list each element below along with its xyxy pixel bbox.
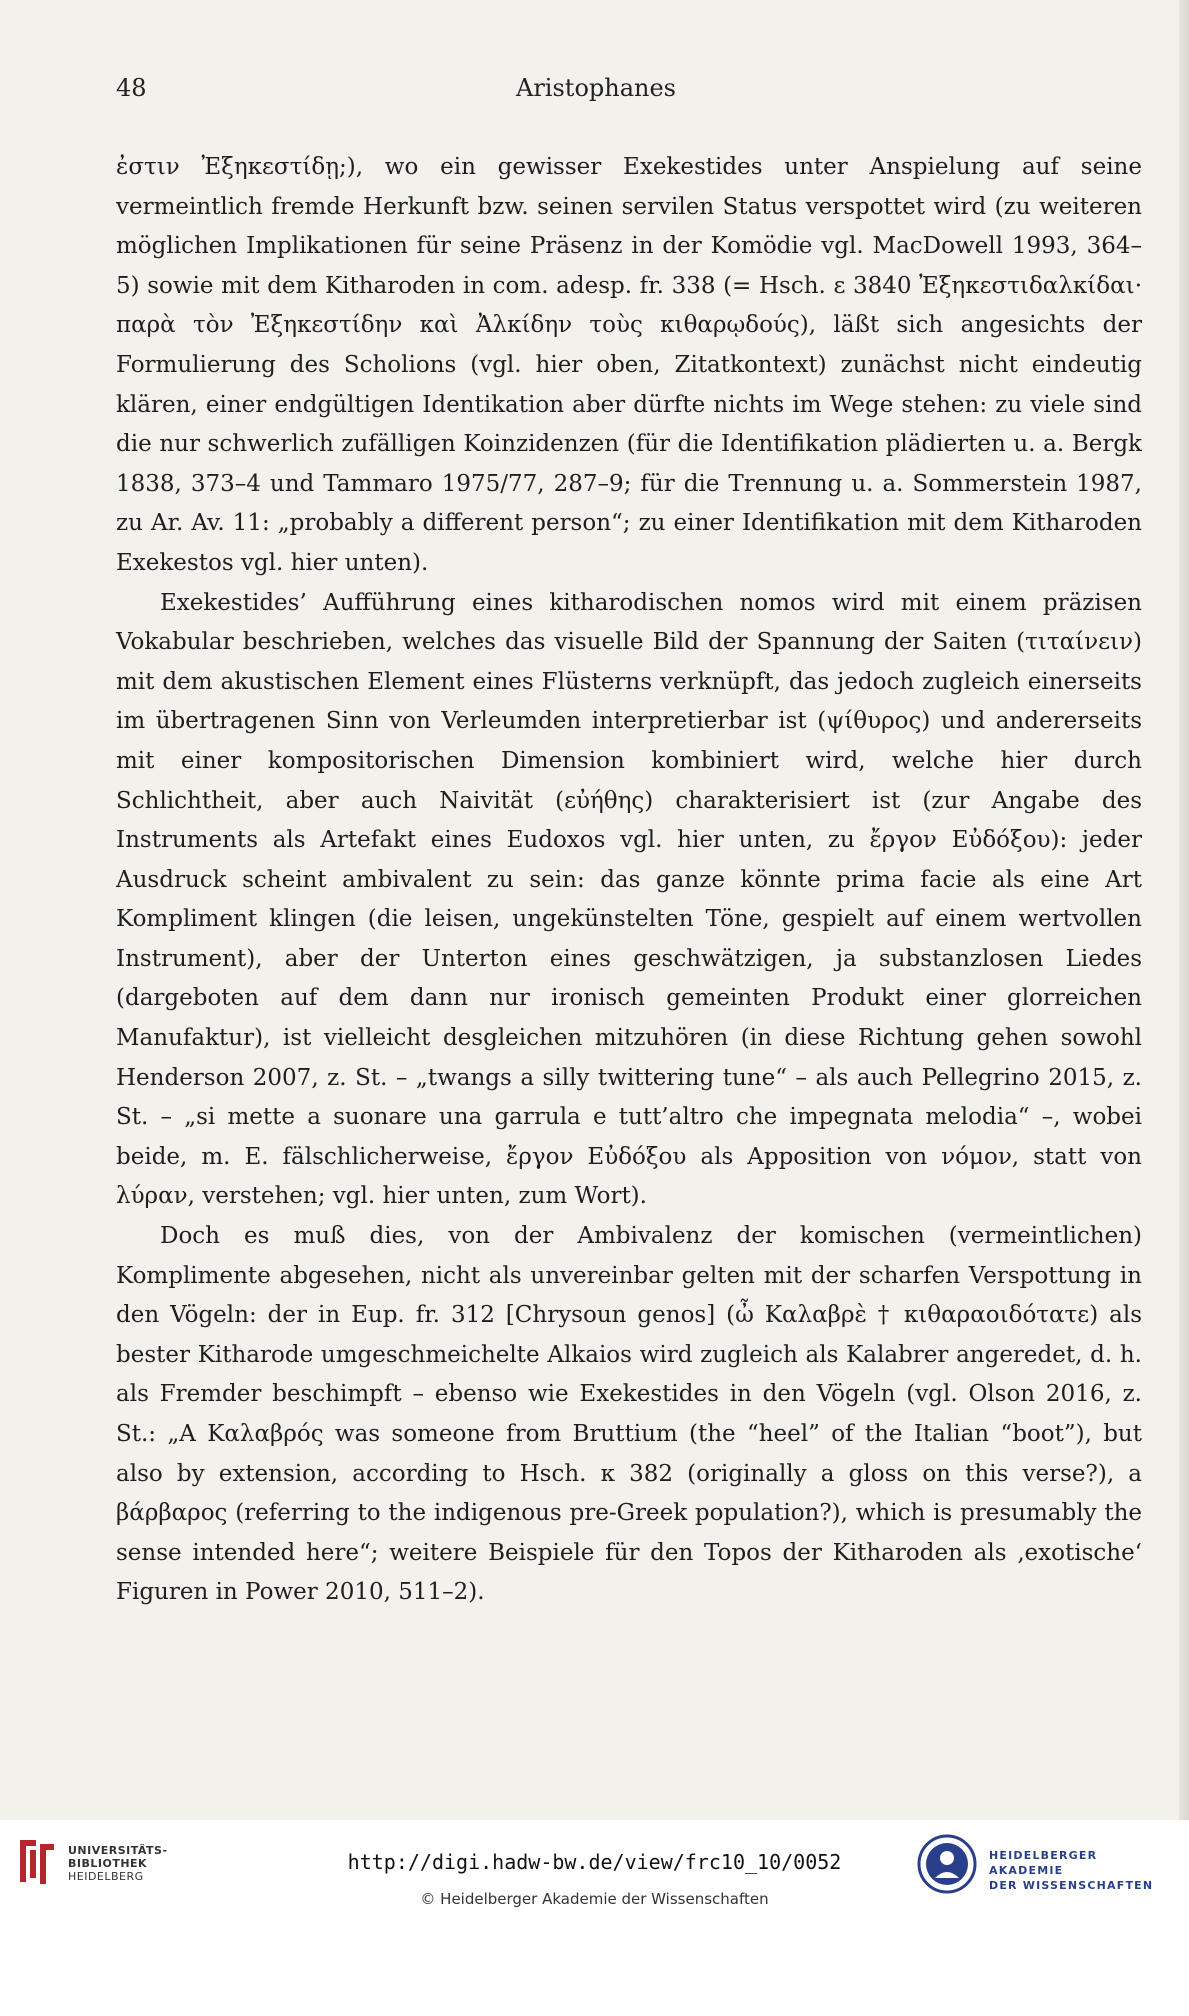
library-line-2: BIBLIOTHEK <box>68 1857 148 1870</box>
viewer-footer <box>0 1820 1189 2016</box>
page-number: 48 <box>116 74 147 102</box>
copyright-notice: © Heidelberger Akademie der Wissenschaften <box>420 1890 769 1908</box>
academy-seal-icon <box>915 1832 979 1896</box>
library-line-3: HEIDELBERG <box>68 1870 144 1883</box>
running-header <box>116 74 1076 114</box>
paragraph-1: ἐστιν Ἐξηκεστίδῃ;), wo ein gewisser Exekestides unter Anspielung auf seine vermeintlich fremde Herkunft bzw. seinen servilen Status verspottet wird (zu weiteren möglichen Implikationen für seine Präsenz in der Komödie vgl. MacDowell 1993, 364–5) sowie mit dem Kitharoden in com. adesp. fr. 338 (= Hsch. ε 3840 Ἐξηκεστιδαλκίδαι· παρὰ τὸν Ἐξηκεστίδην καὶ Ἀλκίδην τοὺς κιθαρῳδούς), läßt sich angesichts der Formulierung des Scholions (vgl. hier oben, Zitatkontext) zunächst nicht eindeutig klären, einer endgültigen Identikation aber dürfte nichts im Wege stehen: zu viele sind die nur schwerlich zufälligen Koinzidenzen (für die Identifikation plädierten u. a. Bergk 1838, 373–4 und Tammaro 1975/77, 287–9; für die Trennung u. a. Sommerstein 1987, zu Ar. Av. 11: „probably a different person“; zu einer Identifikation mit dem Kitharoden Exekestos vgl. hier unten). <box>116 154 1142 576</box>
paragraph-2: Exekestides’ Aufführung eines kitharodischen nomos wird mit einem präzisen Vokabular beschrieben, welches das visuelle Bild der Spannung der Saiten (τιταίνειν) mit dem akustischen Element eines Flüsterns verknüpft, das jedoch zugleich einerseits im übertragenen Sinn von Verleumden interpretierbar ist (ψίθυρος) und andererseits mit einer kompositorischen Dimension kombiniert wird, welche hier durch Schlichtheit, aber auch Naivität (εὐήθης) charakterisiert ist (zur Angabe des Instruments als Artefakt eines Eudoxos vgl. hier unten, zu ἔργον Εὐδόξου): jeder Ausdruck scheint ambivalent zu sein: das ganze könnte prima facie als eine Art Kompliment klingen (die leisen, ungekünstelten Töne, gespielt auf einem wertvollen Instrument), aber der Unterton eines geschwätzigen, ja substanzlosen Liedes (dargeboten auf dem dann nur ironisch gemeinten Produkt einer glorreichen Manufaktur), ist vielleicht desgleichen mitzuhören (in diese Richtung gehen sowohl Henderson 2007, z. St. – „twangs a silly twittering tune“ – als auch Pellegrino 2015, z. St. – „si mette a suonare una garrula e tutt’altro che impegnata melodia“ –, wobei beide, m. E. fälschlicherweise, ἔργον Εὐδόξου als Apposition von νόμον, statt von λύραν, verstehen; vgl. hier unten, zum Wort). <box>116 589 1142 1210</box>
running-title: Aristophanes <box>516 74 676 102</box>
page-edge <box>1179 0 1189 1820</box>
academy-line-2: DER WISSENSCHAFTEN <box>989 1879 1154 1892</box>
library-line-1: UNIVERSITÄTS- <box>68 1844 168 1857</box>
academy-name <box>989 1848 1175 1893</box>
paragraph-3: Doch es muß dies, von der Ambivalenz der komischen (vermeintlichen) Komplimente abgesehen, nicht als unvereinbar gelten mit der scharfen Verspottung in den Vögeln: der in Eup. fr. 312 [Chrysoun genos] (ὦ Καλαβρὲ † κιθαραοιδότατε) als bester Kitharode umgeschmeichelte Alkaios wird zugleich als Kalabrer angeredet, d. h. als Fremder beschimpft – ebenso wie Exekestides in den Vögeln (vgl. Olson 2016, z. St.: „A Καλαβρός was someone from Bruttium (the “heel” of the Italian “boot”), but also by extension, according to Hsch. κ 382 (originally a gloss on this verse?), a βάρβαρος (referring to the indigenous pre-Greek population?), which is presumably the sense intended here“; weitere Beispiele für den Topos der Kitharoden als ‚exotische‘ Figuren in Power 2010, 511–2). <box>116 1223 1142 1606</box>
academy-line-1: HEIDELBERGER AKADEMIE <box>989 1849 1098 1877</box>
academy-logo[interactable] <box>915 1832 1175 1896</box>
permalink-url[interactable]: http://digi.hadw-bw.de/view/frc10_10/0052 <box>347 1850 842 1874</box>
body-text <box>116 148 1142 1613</box>
